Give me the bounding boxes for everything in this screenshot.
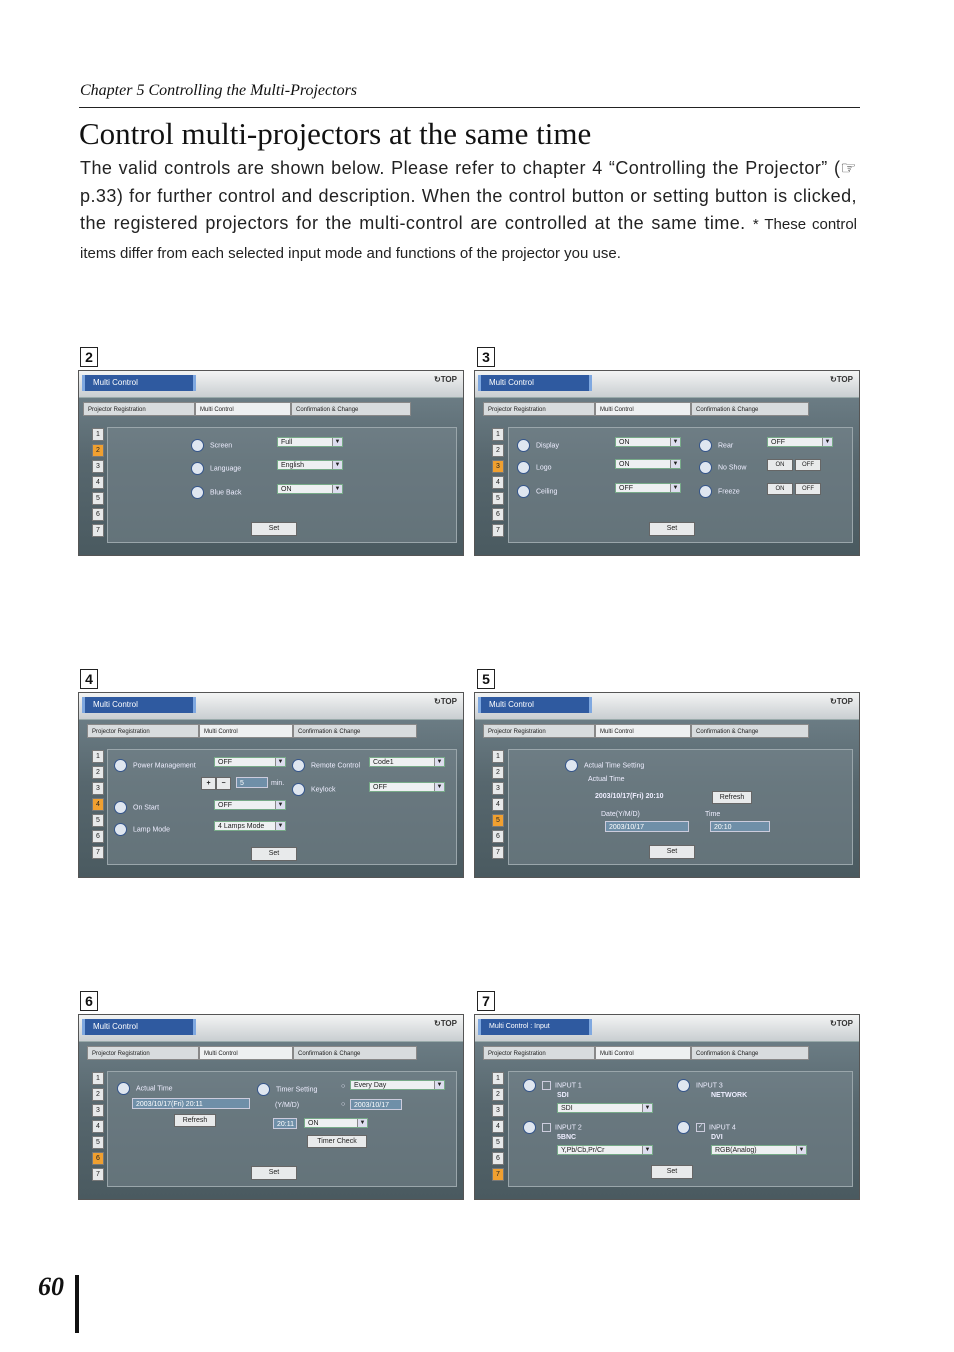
input-2-type: 5BNC [557, 1134, 577, 1141]
set-button[interactable]: Set [651, 1165, 693, 1179]
screen-icon [191, 439, 204, 452]
title-bar [475, 693, 859, 720]
screen-select[interactable]: Full ▼ [277, 437, 343, 447]
display-select[interactable]: ON ▼ [615, 437, 681, 447]
screenshot-4 [78, 692, 464, 878]
blue-back-icon [191, 486, 204, 499]
tab-multi-control[interactable]: Multi Control [195, 402, 291, 416]
freeze-row: Freeze [699, 485, 740, 498]
input-4-type: DVI [711, 1134, 723, 1141]
clock-icon [257, 1083, 270, 1096]
projector-number[interactable]: 7 [92, 846, 104, 859]
refresh-button[interactable]: Refresh [174, 1114, 216, 1127]
projector-number-list [492, 750, 504, 862]
projector-number[interactable]: 1 [492, 1072, 504, 1085]
blue-back-select[interactable]: ON ▼ [277, 484, 343, 494]
projector-number-list [92, 428, 104, 540]
projector-number[interactable]: 3 [492, 1104, 504, 1117]
title-bar [79, 693, 463, 720]
timer-date-input[interactable]: 2003/10/17 [350, 1099, 402, 1110]
projector-number[interactable]: 4 [492, 1120, 504, 1133]
language-label: Language [210, 465, 242, 473]
chapter-header: Chapter 5 Controlling the Multi-Projectors [80, 82, 358, 99]
tab-multi-control[interactable]: Multi Control [595, 402, 691, 416]
every-day-select[interactable]: Every Day ▼ [350, 1080, 445, 1090]
top-icon[interactable]: ↻TOP [433, 697, 457, 706]
projector-number[interactable]: 4 [92, 476, 104, 489]
tab-projector-registration[interactable]: Projector Registration [87, 1046, 199, 1060]
projector-number-selected[interactable]: 4 [92, 798, 104, 811]
timer-check-button[interactable]: Timer Check [307, 1135, 367, 1148]
title-bar [475, 1015, 859, 1042]
input-3-icon [677, 1079, 690, 1092]
no-show-on-button[interactable]: ON [767, 459, 793, 471]
input-4-row: ✓ INPUT 4 [677, 1121, 736, 1134]
set-button[interactable]: Set [251, 847, 297, 861]
actual-time-value: 2003/10/17(Fri) 20:10 [595, 793, 664, 800]
page-number-bar [75, 1275, 79, 1333]
tab-projector-registration[interactable]: Projector Registration [87, 724, 199, 738]
top-label: TOP [440, 375, 457, 384]
display-icon [517, 439, 530, 452]
power-management-select[interactable]: OFF ▼ [214, 757, 286, 767]
keylock-row: Keylock [292, 783, 336, 796]
tab-multi-control[interactable]: Multi Control [199, 724, 293, 738]
window-title: Multi Control [82, 1019, 196, 1035]
power-icon [114, 759, 127, 772]
step-badge-2: 2 [80, 347, 98, 367]
tab-confirmation-change[interactable]: Confirmation & Change [291, 402, 411, 416]
min-label: min. [271, 780, 285, 787]
projector-number-selected[interactable]: 7 [492, 1168, 504, 1181]
window-title: Multi Control [478, 697, 592, 713]
intro-paragraph [80, 155, 857, 267]
set-button[interactable]: Set [649, 522, 695, 536]
plus-button[interactable]: + [201, 777, 216, 790]
input-2-row: INPUT 2 [523, 1121, 582, 1134]
projector-number[interactable]: 6 [92, 830, 104, 843]
window-title: Multi Control [82, 697, 196, 713]
lamp-mode-select[interactable]: 4 Lamps Mode ▼ [214, 821, 286, 831]
top-icon[interactable]: ↻TOP [433, 375, 457, 384]
projector-number[interactable]: 4 [492, 476, 504, 489]
rear-select[interactable]: OFF ▼ [767, 437, 833, 447]
projector-number[interactable]: 7 [492, 524, 504, 537]
projector-number-list [92, 750, 104, 862]
clock-icon [565, 759, 578, 772]
projector-number-selected[interactable]: 6 [92, 1152, 104, 1165]
top-icon[interactable]: ↻TOP [433, 1019, 457, 1028]
blue-back-label: Blue Back [210, 489, 242, 497]
input-3-row: INPUT 3 [677, 1079, 723, 1092]
freeze-on-button[interactable]: ON [767, 483, 793, 495]
keylock-select[interactable]: OFF ▼ [369, 782, 445, 792]
screen-label: Screen [210, 442, 233, 450]
projector-number[interactable]: 1 [492, 750, 504, 763]
top-label: TOP [440, 697, 457, 706]
projector-number[interactable]: 1 [492, 428, 504, 441]
intro-main: The valid controls are shown below. Please refer to chapter 4 “Controlling the Projector” (☞ p.33) for further control and description. When the control button or setting button is clicked, the registered projectors for the multi-control are controlled at the same time. [80, 158, 857, 233]
projector-number-list [492, 1072, 504, 1184]
actual-time-setting-row: Actual Time Setting [565, 759, 644, 772]
ymd-label: (Y/M/D) [275, 1102, 300, 1109]
time-label: Time [705, 811, 721, 818]
input-4-checkbox[interactable]: ✓ [697, 1124, 704, 1130]
projector-number[interactable]: 3 [92, 460, 104, 473]
blue-back-row [191, 486, 242, 499]
step-badge-3: 3 [477, 347, 495, 367]
tab-bar [83, 1046, 459, 1060]
top-label: TOP [836, 697, 853, 706]
rear-row: Rear [699, 439, 733, 452]
tab-confirmation-change[interactable]: Confirmation & Change [293, 724, 417, 738]
input-1-checkbox[interactable] [542, 1081, 551, 1090]
tab-projector-registration[interactable]: Projector Registration [483, 402, 595, 416]
on-start-icon [114, 801, 127, 814]
page-number: 60 [38, 1272, 64, 1301]
intro-note: * These control items differ from each selected input mode and functions of the projector you use. [80, 216, 857, 262]
refresh-button[interactable]: Refresh [712, 791, 752, 804]
step-badge-6: 6 [80, 991, 98, 1011]
time-input[interactable]: 20:10 [710, 821, 770, 832]
input-1-select[interactable]: SDI ▼ [557, 1103, 653, 1113]
screenshot-6 [78, 1014, 464, 1200]
projector-number-selected[interactable]: 2 [92, 444, 104, 457]
projector-number-selected[interactable]: 5 [492, 814, 504, 827]
display-row: Display [517, 439, 559, 452]
logo-row: Logo [517, 461, 552, 474]
projector-number-selected[interactable]: 3 [492, 460, 504, 473]
date-label: Date(Y/M/D) [601, 811, 640, 818]
projector-number[interactable]: 5 [92, 492, 104, 505]
screenshot-3 [474, 370, 860, 556]
projector-number[interactable]: 5 [492, 492, 504, 505]
projector-number-list [92, 1072, 104, 1184]
on-start-select[interactable]: OFF ▼ [214, 800, 286, 810]
input-4-icon [677, 1121, 690, 1134]
tab-projector-registration[interactable]: Projector Registration [83, 402, 195, 416]
projector-number[interactable]: 6 [492, 508, 504, 521]
tab-confirmation-change[interactable]: Confirmation & Change [691, 402, 809, 416]
projector-number[interactable]: 7 [92, 524, 104, 537]
tab-multi-control[interactable]: Multi Control [199, 1046, 293, 1060]
projector-number[interactable]: 1 [92, 1072, 104, 1085]
language-row [191, 462, 241, 475]
screenshot-7 [474, 1014, 860, 1200]
step-badge-5: 5 [477, 669, 495, 689]
ceiling-row: Ceiling [517, 485, 557, 498]
rear-icon [699, 439, 712, 452]
projector-number[interactable]: 3 [92, 1104, 104, 1117]
freeze-off-button[interactable]: OFF [795, 483, 821, 495]
power-management-row: Power Management [114, 759, 196, 772]
projector-number[interactable]: 6 [492, 1152, 504, 1165]
screen-row [191, 439, 232, 452]
projector-number[interactable]: 2 [492, 444, 504, 457]
projector-number[interactable]: 3 [92, 782, 104, 795]
set-button[interactable]: Set [251, 1166, 297, 1180]
step-badge-4: 4 [80, 669, 98, 689]
radio-every-day[interactable]: ○ [341, 1083, 346, 1090]
no-show-row: No Show [699, 461, 746, 474]
minus-button[interactable]: − [216, 777, 231, 790]
set-button[interactable]: Set [251, 522, 297, 536]
timer-time-input[interactable]: 20:11 [273, 1118, 297, 1129]
tab-projector-registration[interactable]: Projector Registration [483, 1046, 595, 1060]
title-bar [475, 371, 859, 398]
tab-bar [83, 724, 459, 738]
projector-number[interactable]: 4 [492, 798, 504, 811]
window-title: Multi Control [82, 375, 196, 391]
actual-time-display: 2003/10/17(Fri) 20:11 [132, 1098, 250, 1109]
top-label: TOP [836, 1019, 853, 1028]
tab-bar [479, 724, 855, 738]
projector-number[interactable]: 2 [492, 766, 504, 779]
input-2-icon [523, 1121, 536, 1134]
minutes-input[interactable]: 5 [236, 777, 268, 788]
set-button[interactable]: Set [649, 845, 695, 859]
no-show-icon [699, 461, 712, 474]
top-icon[interactable]: ↻TOP [829, 1019, 853, 1028]
window-title: Multi Control [478, 375, 592, 391]
projector-number[interactable]: 5 [92, 1136, 104, 1149]
actual-time-label: Actual Time [588, 776, 625, 783]
input-3-type: NETWORK [711, 1092, 748, 1099]
remote-control-row: Remote Control [292, 759, 360, 772]
top-icon[interactable]: ↻TOP [829, 375, 853, 384]
tab-bar [83, 402, 459, 416]
keylock-icon [292, 783, 305, 796]
ceiling-select[interactable]: OFF ▼ [615, 483, 681, 493]
on-start-row: On Start [114, 801, 159, 814]
no-show-off-button[interactable]: OFF [795, 459, 821, 471]
input-2-checkbox[interactable] [542, 1123, 551, 1132]
page-title: Control multi-projectors at the same time [79, 116, 592, 151]
tab-bar [479, 1046, 855, 1060]
language-select[interactable]: English ▼ [277, 460, 343, 470]
window-title: Multi Control : Input [478, 1019, 592, 1035]
projector-number[interactable]: 2 [92, 766, 104, 779]
screenshot-5 [474, 692, 860, 878]
actual-time-row: Actual Time [117, 1082, 173, 1095]
tab-confirmation-change[interactable]: Confirmation & Change [691, 1046, 809, 1060]
projector-number-list [492, 428, 504, 540]
top-label: TOP [440, 1019, 457, 1028]
radio-date[interactable]: ○ [341, 1101, 346, 1108]
timer-setting-row: Timer Setting [257, 1083, 317, 1096]
lamp-mode-row: Lamp Mode [114, 823, 170, 836]
input-4-select[interactable]: RGB(Analog) ▼ [711, 1145, 807, 1155]
logo-icon [517, 461, 530, 474]
projector-number[interactable]: 2 [92, 1088, 104, 1101]
screenshot-2 [78, 370, 464, 556]
step-badge-7: 7 [477, 991, 495, 1011]
projector-number[interactable]: 3 [492, 782, 504, 795]
tab-projector-registration[interactable]: Projector Registration [483, 724, 595, 738]
tab-confirmation-change[interactable]: Confirmation & Change [293, 1046, 417, 1060]
input-1-row: INPUT 1 [523, 1079, 582, 1092]
timer-on-select[interactable]: ON ▼ [304, 1118, 368, 1128]
projector-number[interactable]: 2 [492, 1088, 504, 1101]
top-icon[interactable]: ↻TOP [829, 697, 853, 706]
projector-number[interactable]: 5 [92, 814, 104, 827]
projector-number[interactable]: 1 [92, 428, 104, 441]
title-bar [79, 1015, 463, 1042]
tab-multi-control[interactable]: Multi Control [595, 1046, 691, 1060]
projector-number[interactable]: 6 [92, 508, 104, 521]
title-bar [79, 371, 463, 398]
remote-control-select[interactable]: Code1 ▼ [369, 757, 445, 767]
header-rule [79, 107, 860, 108]
logo-select[interactable]: ON ▼ [615, 459, 681, 469]
ceiling-icon [517, 485, 530, 498]
input-1-type: SDI [557, 1092, 569, 1099]
projector-number[interactable]: 6 [492, 830, 504, 843]
freeze-icon [699, 485, 712, 498]
projector-number[interactable]: 1 [92, 750, 104, 763]
projector-number[interactable]: 7 [92, 1168, 104, 1181]
top-label: TOP [836, 375, 853, 384]
date-input[interactable]: 2003/10/17 [605, 821, 689, 832]
remote-icon [292, 759, 305, 772]
input-2-select[interactable]: Y,Pb/Cb,Pr/Cr ▼ [557, 1145, 653, 1155]
projector-number[interactable]: 7 [492, 846, 504, 859]
lamp-icon [114, 823, 127, 836]
clock-icon [117, 1082, 130, 1095]
input-1-icon [523, 1079, 536, 1092]
projector-number[interactable]: 4 [92, 1120, 104, 1133]
tab-multi-control[interactable]: Multi Control [595, 724, 691, 738]
language-icon [191, 462, 204, 475]
projector-number[interactable]: 5 [492, 1136, 504, 1149]
tab-bar [479, 402, 855, 416]
tab-confirmation-change[interactable]: Confirmation & Change [691, 724, 809, 738]
